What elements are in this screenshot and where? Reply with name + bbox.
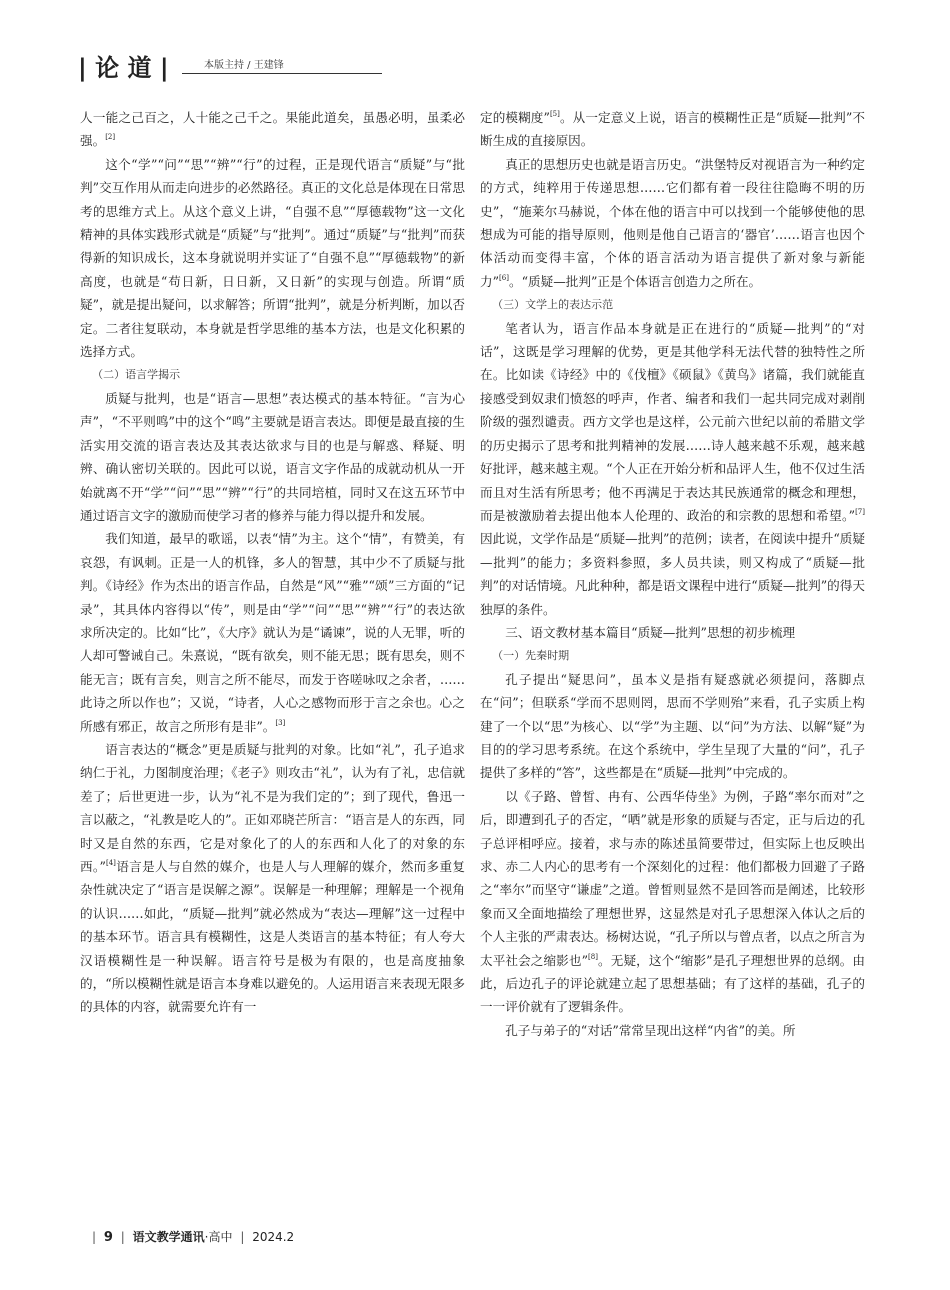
citation-ref[interactable]: [2] — [105, 133, 116, 142]
citation-ref[interactable]: [8] — [588, 952, 598, 961]
host-credit: 本版主持 / 王建锋 — [182, 56, 382, 74]
citation-ref[interactable]: [7] — [855, 507, 865, 516]
paragraph: 笔者认为，语言作品本身就是正在进行的“质疑—批判”的“对话”，这既是学习理解的优势，更是其他学科无法代替的独特性之所在。比如读《诗经》中的《伐檀》《硕鼠》《黄鸟》诸篇，我们就能直接感受到奴隶们愤怒的呼声，作者、编者和我们一起共同完成对剥削阶级的强烈谴责。西方文学也是这样，公元前六世纪以前的希腊文学的历史揭示了思考和批判精神的发展……诗人越来越不乐观，越来越好批评，越来越主观。“个人正在开始分析和品评人生，他不仅过生活而且对生活有所思考；他不再满足于表达其民族通常的概念和理想，而是被激励着去提出他本人伦理的、政治的和宗教的思想和希望。”[7]因此说，文学作品是“质疑—批判”的范例；读者，在阅读中提升“质疑—批判”的能力；多资料参照，多人员共读，则又构成了“质疑—批判”的对话情境。凡此种种，都是语文课程中进行“质疑—批判”的得天独厚的条件。 — [480, 320, 865, 617]
paragraph: 这个“学”“问”“思”“辨”“行”的过程，正是现代语言“质疑”与“批判”交互作用从而走向进步的必然路径。真正的文化总是体现在日常思考的思维方式上。从这个意义上讲，“自强不息”“厚德载物”这一文化精神的具体实践形式就是“质疑”与“批判”。通过“质疑”与“批判”而获得新的知识成长，这本身就说明并实证了“自强不息”“厚德载物”的新高度，也就是“苟日新，日日新，又日新”的实现与创造。所谓“质疑”，就是提出疑问，以求解答；所谓“批判”，就是分析判断，加以否定。二者往复联动，本身就是哲学思维的基本方法，也是文化积累的选择方式。 — [80, 156, 465, 360]
paragraph: 真正的思想历史也就是语言历史。“洪堡特反对视语言为一种约定的方式，纯粹用于传递思想……它们都有着一段往往隐晦不明的历史”，“施莱尔马赫说，个体在他的语言中可以找到一个能够使他的思想成为可能的指导原则，他则是他自己语言的‘器官’……语言也因个体活动而变得丰富，个体的语言活动为语言提供了新对象与新能力”[6]。“质疑—批判”正是个体语言创造力之所在。 — [480, 156, 865, 289]
paragraph: 人一能之己百之，人十能之己千之。果能此道矣，虽愚必明，虽柔必强。[2] — [80, 110, 465, 149]
left-column — [80, 106, 465, 1019]
right-column — [480, 106, 865, 1042]
paragraph: 定的模糊度”[5]。从一定意义上说，语言的模糊性正是“质疑—批判”不断生成的直接原因。 — [480, 110, 865, 149]
paragraph: 我们知道，最早的歌谣，以表“情”为主。这个“情”，有赞美，有哀怨，有讽刺。正是一人的机锋，多人的智慧，其中少不了质疑与批判。《诗经》作为杰出的语言作品，自然是“风”“雅”“颂”三方面的“记录”，其具体内容得以“传”，则是由“学”“问”“思”“辨”“行”的表达欲求所决定的。比如“比”，《大序》就认为是“谲谏”，说的人无罪，听的人却可警诫自己。朱熹说，“既有欲矣，则不能无思；既有思矣，则不能无言；既有言矣，则言之所不能尽，而发于咨嗟咏叹之余者，……此诗之所以作也”；又说，“诗者，人心之感物而形于言之余也。心之所感有邪正，故言之所形有是非”。[3] — [80, 531, 465, 734]
journal-name: 语文教学通讯 — [132, 1230, 205, 1244]
page-footer: | 9 | 语文教学通讯·高中 | 2024.2 — [92, 1230, 295, 1245]
citation-ref[interactable]: [6] — [499, 273, 509, 282]
journal-level: 高中 — [208, 1230, 233, 1244]
section-heading: 三、语文教材基本篇目“质疑—批判”思想的初步梳理 — [505, 624, 796, 640]
issue-number: 2024.2 — [252, 1230, 295, 1244]
paragraph: 质疑与批判，也是“语言—思想”表达模式的基本特征。“言为心声”，“不平则鸣”中的这个“鸣”主要就是语言表达。即便是最直接的生活实用交流的语言表达及其表达欲求与目的也是与解惑、释疑、明辨、确认密切关联的。因此可以说，语言文字作品的成就动机从一开始就离不开“学”“问”“思”“辨”“行”的共同培植，同时又在这五环节中通过语言文字的激励而使学习者的修养与能力得以提升和发展。 — [80, 390, 465, 523]
paragraph: 孔子与弟子的“对话”常常呈现出这样“内省”的美。所 — [505, 1022, 796, 1038]
page-number: 9 — [103, 1230, 113, 1245]
paragraph: 孔子提出“疑思问”，虽本义是指有疑惑就必须提问，落脚点在“问”；但联系“学而不思则罔，思而不学则殆”来看，孔子实质上构建了一个以“思”为核心、以“学”为主题、以“问”为方法、以解“疑”为目的的学习思考系统。在这个系统中，学生呈现了大量的“问”，孔子提供了多样的“答”，这些都是在“质疑—批判”中完成的。 — [480, 671, 865, 781]
column-name: | 论 道 | — [78, 54, 169, 82]
citation-ref[interactable]: [5] — [549, 110, 560, 118]
subsection-heading: （二）语言学揭示 — [92, 368, 181, 382]
paragraph: 以《子路、曾皙、冉有、公西华侍坐》为例，子路“率尔而对”之后，即遭到孔子的否定，“哂”就是形象的质疑与否定，正与后边的孔子总评相呼应。接着，求与赤的陈述虽简要带过，但实际上也反映出求、赤二人内心的思考有一个深刻化的过程：他们都极力回避了子路之“率尔”而坚守“谦虚”之道。曾皙则显然不是回答而是阐述，比较形象而又全面地描绘了理想世界，这显然是对孔子思想深入体认之后的个人主张的严肃表达。杨树达说，“孔子所以与曾点者，以点之所言为太平社会之缩影也”[8]。无疑，这个“缩影”是孔子理想世界的总纲。由此，后边孔子的评论就建立起了思想基础；有了这样的基础，孔子的一一评价就有了逻辑条件。 — [480, 788, 865, 1015]
paragraph: 语言表达的“概念”更是质疑与批判的对象。比如“礼”，孔子追求纳仁于礼，力图制度治理；《老子》则攻击“礼”，认为有了礼，忠信就差了；后世更进一步，认为“礼不是为我们定的”；到了现代，鲁迅一言以蔽之，“礼教是吃人的”。正如邓晓芒所言：“语言是人的东西，同时又是自然的东西，它是对象化了的人的东西和人化了的对象的东西。”[4]语言是人与自然的媒介，也是人与人理解的媒介，然而多重复杂性就决定了“语言是误解之源”。误解是一种理解；理解是一个视角的认识……如此，“质疑—批判”就必然成为“表达—理解”这一过程中的基本环节。语言具有模糊性，这是人类语言的基本特征；有人夸大汉语模糊性是一种误解。语言符号是极为有限的，也是高度抽象的，“所以模糊性就是语言本身难以避免的。人运用语言来表现无限多的具体的内容，就需要允许有一 — [80, 741, 466, 1015]
citation-ref[interactable]: [4] — [106, 859, 116, 867]
citation-ref[interactable]: [3] — [275, 718, 286, 727]
separator-dot: · — [204, 1230, 209, 1244]
subsection-heading: （一）先秦时期 — [492, 649, 570, 663]
subsection-heading: （三）文学上的表达示范 — [492, 298, 614, 312]
